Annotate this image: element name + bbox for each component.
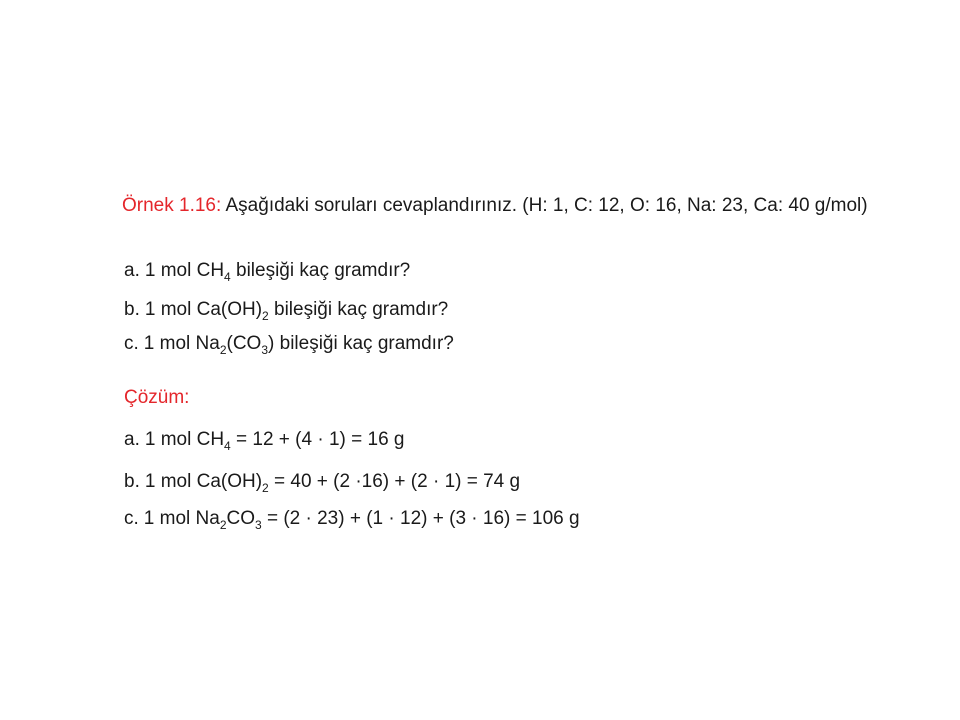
example-text: Aşağıdaki soruları cevaplandırınız. (H: 1, C: 12, O: 16, Na: 23, Ca: 40 g/mol) [221, 195, 868, 216]
example-label: Örnek 1.16: [122, 195, 222, 216]
solution-subscript: 2 [262, 481, 269, 495]
question-subscript: 2 [219, 343, 227, 357]
solution-prefix: 1 mol Ca(OH) [144, 471, 263, 492]
solution-prefix: 1 mol CH [144, 429, 225, 450]
solution-c [124, 507, 580, 531]
question-subscript: 4 [224, 270, 231, 284]
solution-subscript: 4 [224, 439, 231, 453]
solution-heading: Çözüm: [124, 387, 190, 408]
question-b [124, 298, 448, 322]
solution-letter: c. [124, 508, 139, 529]
question-letter: c. [124, 333, 139, 354]
question-prefix: 1 mol Na [143, 333, 220, 354]
solution-suffix: = (2 · 23) + (1 · 12) + (3 · 16) = 106 g [261, 508, 580, 529]
question-c [124, 332, 454, 356]
question-prefix: 1 mol Ca(OH) [144, 299, 263, 320]
question-suffix: bileşiği kaç gramdır? [230, 260, 411, 281]
question-letter: b. [124, 299, 140, 320]
question-suffix: ) bileşiği kaç gramdır? [268, 333, 454, 354]
solution-a [124, 428, 404, 452]
solution-suffix: = 12 + (4 · 1) = 16 g [230, 429, 405, 450]
question-mid: (CO [226, 333, 262, 354]
question-a [124, 259, 410, 283]
solution-suffix: = 40 + (2 ·16) + (2 · 1) = 74 g [268, 471, 521, 492]
solution-prefix: 1 mol Na [143, 508, 220, 529]
solution-letter: b. [124, 471, 140, 492]
example-paragraph [64, 190, 906, 221]
solution-mid: CO [226, 508, 255, 529]
question-subscript: 3 [261, 343, 269, 357]
question-letter: a. [124, 260, 140, 281]
question-prefix: 1 mol CH [144, 260, 225, 281]
question-subscript: 2 [262, 309, 269, 323]
solution-subscript: 2 [219, 518, 227, 532]
solution-letter: a. [124, 429, 140, 450]
solution-subscript: 3 [255, 518, 262, 532]
question-suffix: bileşiği kaç gramdır? [268, 299, 449, 320]
solution-b [124, 470, 520, 494]
